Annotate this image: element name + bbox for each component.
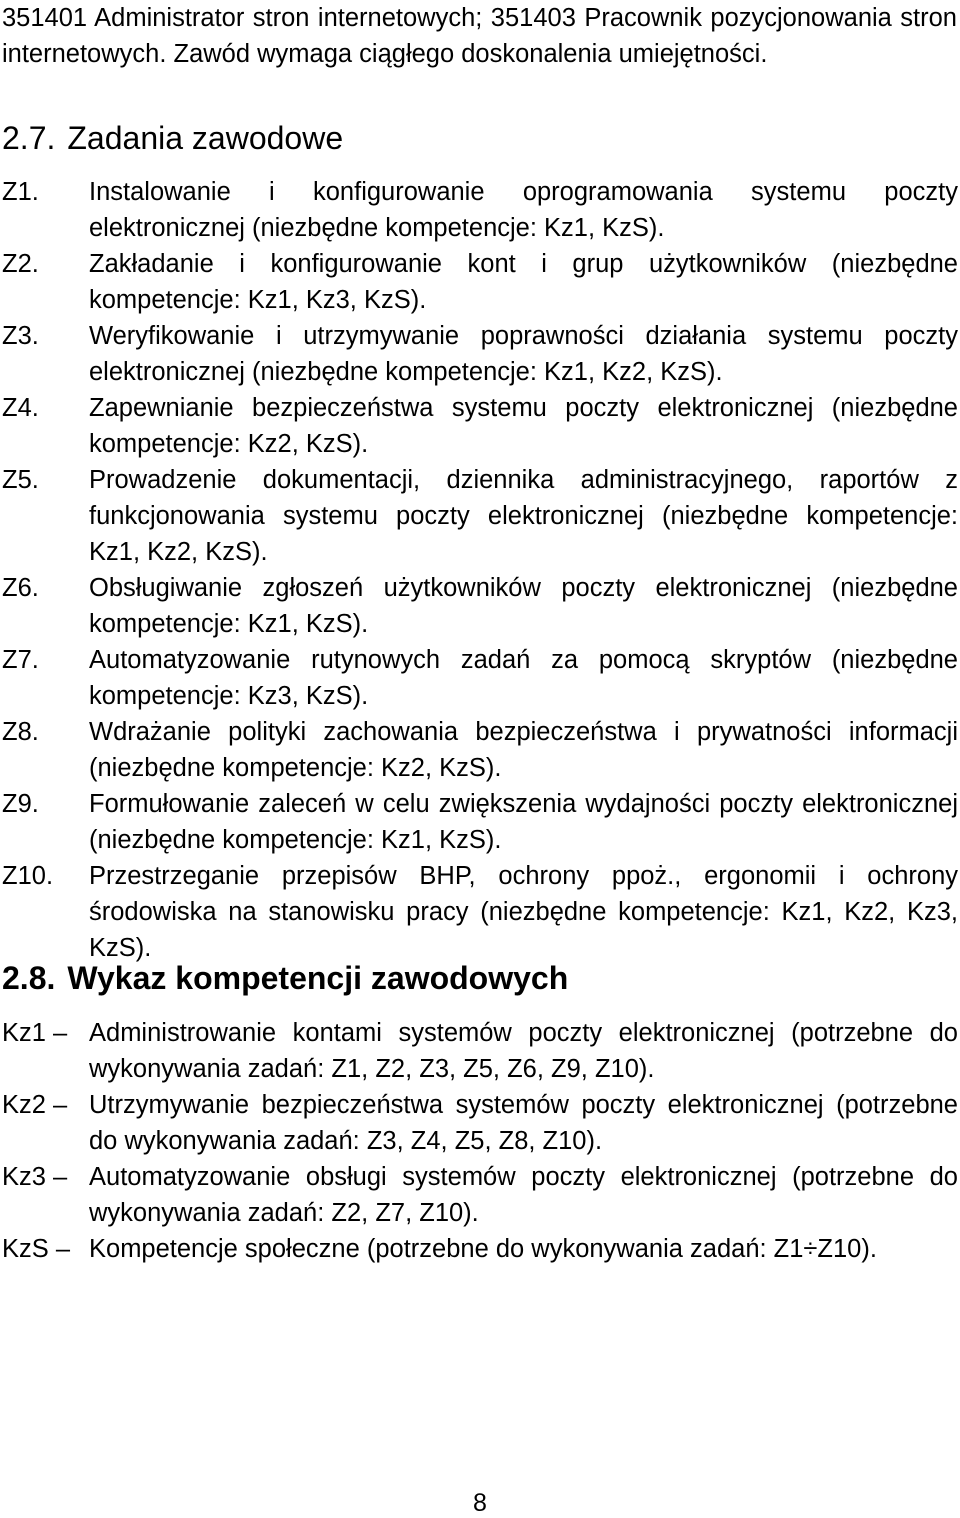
competency-code: Kz2 – [2, 1091, 68, 1119]
task-code: Z2. [2, 250, 39, 278]
list-item [2, 318, 958, 390]
task-code: Z9. [2, 790, 39, 818]
task-text: Zakładanie i konfigurowanie kont i grup użytkowników (niezbędne kompetencje: Kz1, Kz3, KzS). [89, 250, 958, 314]
list-item [2, 390, 958, 462]
list-item [2, 858, 958, 966]
section-title: Wykaz kompetencji zawodowych [67, 960, 569, 996]
task-code: Z4. [2, 394, 39, 422]
list-item [2, 570, 958, 642]
competency-text: Utrzymywanie bezpieczeństwa systemów poczty elektronicznej (potrzebne do wykonywania zadań: Z3, Z4, Z5, Z8, Z10). [89, 1091, 958, 1155]
task-code: Z5. [2, 466, 39, 494]
list-item [2, 174, 958, 246]
list-item [2, 1015, 958, 1087]
list-item [2, 1159, 958, 1231]
task-code: Z8. [2, 718, 39, 746]
task-code: Z1. [2, 178, 39, 206]
task-code: Z10. [2, 862, 54, 890]
section-number: 2.8. [2, 960, 56, 996]
task-text: Przestrzeganie przepisów BHP, ochrony ppoż., ergonomii i ochrony środowiska na stanowisku pracy (niezbędne kompetencje: Kz1, Kz2, Kz3, KzS). [89, 862, 958, 962]
task-text: Automatyzowanie rutynowych zadań za pomocą skryptów (niezbędne kompetencje: Kz3, KzS). [89, 646, 958, 710]
competency-list [2, 1015, 958, 1267]
task-text: Obsługiwanie zgłoszeń użytkowników poczty elektronicznej (niezbędne kompetencje: Kz1, KzS). [89, 574, 958, 638]
page-number: 8 [473, 1489, 487, 1517]
list-item [2, 714, 958, 786]
section-title: Zadania zawodowe [67, 120, 344, 156]
task-text: Prowadzenie dokumentacji, dziennika administracyjnego, raportów z funkcjonowania systemu poczty elektronicznej (niezbędne kompetencje: Kz1, Kz2, KzS). [89, 466, 958, 566]
section-heading-tasks [2, 118, 343, 158]
competency-code: Kz1 – [2, 1019, 68, 1047]
intro-paragraph: 351401 Administrator stron internetowych; 351403 Pracownik pozycjonowania stron internetowych. Zawód wymaga ciągłego doskonalenia umiejętności. [2, 4, 957, 68]
task-code: Z6. [2, 574, 39, 602]
list-item [2, 1231, 958, 1267]
list-item [2, 786, 958, 858]
task-text: Formułowanie zaleceń w celu zwiększenia wydajności poczty elektronicznej (niezbędne kompetencje: Kz1, KzS). [89, 790, 958, 854]
competency-text: Automatyzowanie obsługi systemów poczty elektronicznej (potrzebne do wykonywania zadań: Z2, Z7, Z10). [89, 1163, 958, 1227]
list-item [2, 1087, 958, 1159]
competency-code: KzS – [2, 1235, 71, 1263]
task-code: Z3. [2, 322, 39, 350]
task-text: Wdrażanie polityki zachowania bezpieczeństwa i prywatności informacji (niezbędne kompetencje: Kz2, KzS). [89, 718, 958, 782]
competency-text: Administrowanie kontami systemów poczty elektronicznej (potrzebne do wykonywania zadań: Z1, Z2, Z3, Z5, Z6, Z9, Z10). [89, 1019, 958, 1083]
competency-code: Kz3 – [2, 1163, 68, 1191]
section-heading-competencies [2, 958, 568, 998]
task-text: Weryfikowanie i utrzymywanie poprawności działania systemu poczty elektronicznej (niezbędne kompetencje: Kz1, Kz2, KzS). [89, 322, 958, 386]
list-item [2, 462, 958, 570]
task-text: Zapewnianie bezpieczeństwa systemu poczty elektronicznej (niezbędne kompetencje: Kz2, KzS). [89, 394, 958, 458]
task-list [2, 174, 958, 966]
list-item [2, 246, 958, 318]
task-text: Instalowanie i konfigurowanie oprogramowania systemu poczty elektronicznej (niezbędne kompetencje: Kz1, KzS). [89, 178, 958, 242]
competency-text: Kompetencje społeczne (potrzebne do wykonywania zadań: Z1÷Z10). [89, 1235, 877, 1263]
section-number: 2.7. [2, 120, 56, 156]
list-item [2, 642, 958, 714]
task-code: Z7. [2, 646, 39, 674]
